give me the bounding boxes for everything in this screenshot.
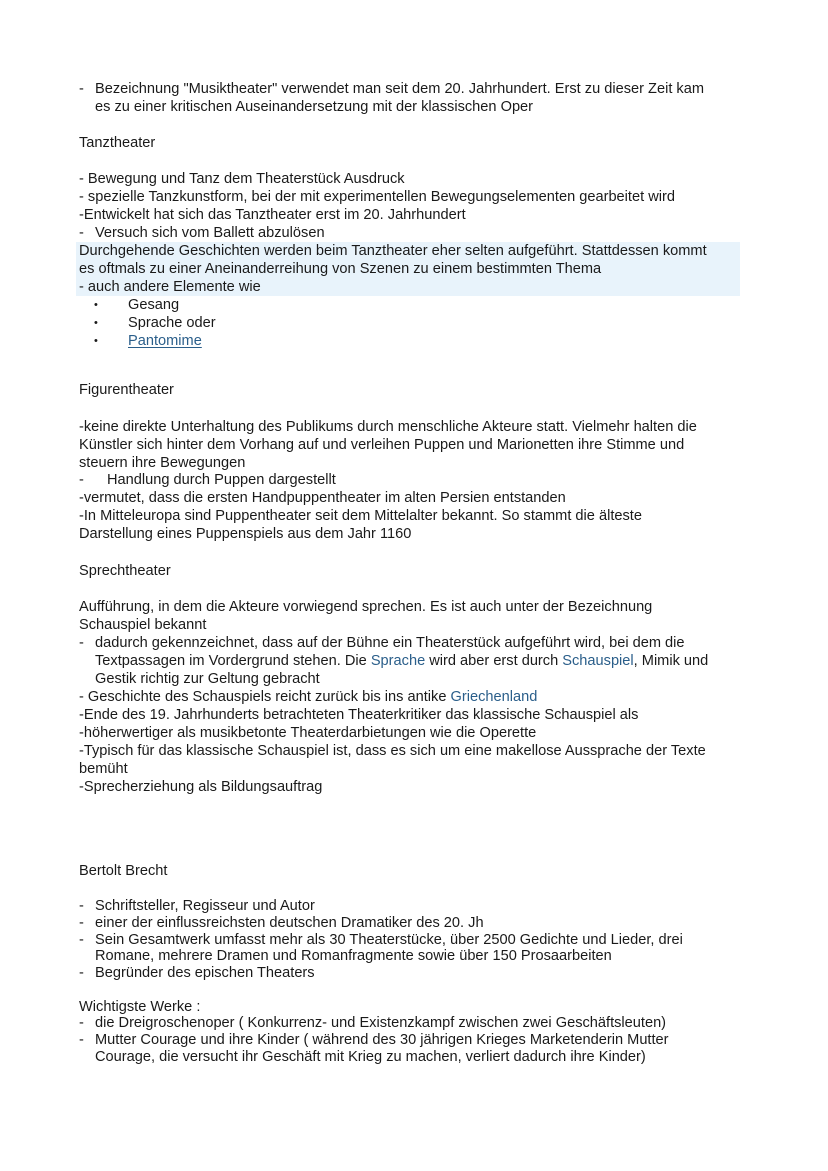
- sprech-line: [79, 688, 537, 706]
- sprech-line: Schauspiel bekannt: [79, 617, 207, 633]
- tanz-line: Durchgehende Geschichten werden beim Tanztheater eher selten aufgeführt. Stattdessen kommt: [79, 243, 707, 259]
- pantomime-link[interactable]: Pantomime: [128, 333, 202, 349]
- figur-line: steuern ihre Bewegungen: [79, 455, 246, 471]
- werk-item: Mutter Courage und ihre Kinder ( während des 30 jährigen Krieges Marketenderin Mutter: [95, 1032, 669, 1048]
- dash-marker: -: [79, 932, 84, 948]
- brecht-item: Begründer des epischen Theaters: [95, 965, 315, 981]
- sprech-text: Textpassagen im Vordergrund stehen. Die: [95, 653, 371, 669]
- tanz-line: -Entwickelt hat sich das Tanztheater erst im 20. Jahrhundert: [79, 207, 466, 223]
- figur-line: Künstler sich hinter dem Vorhang auf und verleihen Puppen und Marionetten ihre Stimme und: [79, 437, 685, 453]
- werk-item: Courage, die versucht ihr Geschäft mit Krieg zu machen, verliert dadurch ihre Kinder): [95, 1049, 646, 1065]
- sprech-line: -Sprecherziehung als Bildungsauftrag: [79, 779, 323, 795]
- sprech-line: Aufführung, in dem die Akteure vorwiegend sprechen. Es ist auch unter der Bezeichnung: [79, 599, 653, 615]
- sprech-line: -Ende des 19. Jahrhunderts betrachteten Theaterkritiker das klassische Schauspiel als: [79, 707, 639, 723]
- dash-marker: -: [79, 81, 84, 97]
- sprech-line: -Typisch für das klassische Schauspiel ist, dass es sich um eine makellose Aussprache der Texte: [79, 743, 706, 759]
- tanz-line: Versuch sich vom Ballett abzulösen: [95, 225, 325, 241]
- dash-marker: -: [79, 1015, 84, 1031]
- dash-marker: -: [79, 635, 84, 651]
- dash-marker: -: [79, 898, 84, 914]
- brecht-item: Schriftsteller, Regisseur und Autor: [95, 898, 315, 914]
- werk-item: die Dreigroschenoper ( Konkurrenz- und Existenzkampf zwischen zwei Geschäftsleuten): [95, 1015, 667, 1031]
- figur-line: -In Mitteleuropa sind Puppentheater seit dem Mittelalter bekannt. So stammt die älteste: [79, 508, 642, 524]
- dash-marker: -: [79, 1032, 84, 1048]
- griechenland-link[interactable]: Griechenland: [450, 689, 538, 705]
- sprech-line: Gestik richtig zur Geltung gebracht: [95, 671, 320, 687]
- dash-marker: -: [79, 915, 84, 931]
- schauspiel-link[interactable]: Schauspiel: [562, 653, 634, 669]
- bullet-dot: •: [94, 317, 98, 329]
- heading-tanztheater: Tanztheater: [79, 135, 156, 151]
- tanz-line: es oftmals zu einer Aneinanderreihung von Szenen zu einem bestimmten Thema: [79, 261, 602, 277]
- tanz-line: - Bewegung und Tanz dem Theaterstück Ausdruck: [79, 171, 405, 187]
- heading-sprechtheater: Sprechtheater: [79, 563, 171, 579]
- heading-bertolt-brecht: Bertolt Brecht: [79, 863, 168, 879]
- heading-werke: Wichtigste Werke :: [79, 999, 201, 1015]
- sprache-link[interactable]: Sprache: [370, 653, 426, 669]
- dash-marker: -: [79, 472, 84, 488]
- tanz-bullet-item: Sprache oder: [128, 315, 216, 331]
- brecht-item: einer der einflussreichsten deutschen Dramatiker des 20. Jh: [95, 915, 484, 931]
- heading-figurentheater: Figurentheater: [79, 382, 174, 398]
- tanz-bullet-item: Gesang: [128, 297, 180, 313]
- sprech-line: bemüht: [79, 761, 128, 777]
- intro-line-1: Bezeichnung "Musiktheater" verwendet man seit dem 20. Jahrhundert. Erst zu dieser Zeit kam: [95, 81, 704, 97]
- sprech-text: , Mimik und: [633, 653, 709, 669]
- sprech-line: -höherwertiger als musikbetonte Theaterdarbietungen wie die Operette: [79, 725, 537, 741]
- brecht-item: Sein Gesamtwerk umfasst mehr als 30 Theaterstücke, über 2500 Gedichte und Lieder, drei: [95, 932, 683, 948]
- bullet-dot: •: [94, 335, 98, 347]
- sprech-text: wird aber erst durch: [425, 653, 563, 669]
- figur-line: Handlung durch Puppen dargestellt: [107, 472, 336, 488]
- sprech-line: dadurch gekennzeichnet, dass auf der Bühne ein Theaterstück aufgeführt wird, bei dem die: [95, 635, 685, 651]
- dash-marker: -: [79, 225, 84, 241]
- sprech-line: [95, 652, 708, 670]
- figur-line: -keine direkte Unterhaltung des Publikums durch menschliche Akteure statt. Vielmehr halten die: [79, 419, 697, 435]
- bullet-dot: •: [94, 299, 98, 311]
- brecht-item: Romane, mehrere Dramen und Romanfragmente sowie über 150 Prosaarbeiten: [95, 948, 612, 964]
- sprech-text: - Geschichte des Schauspiels reicht zurück bis ins antike: [79, 689, 451, 705]
- intro-line-2: es zu einer kritischen Auseinandersetzung mit der klassischen Oper: [95, 99, 534, 115]
- figur-line: Darstellung eines Puppenspiels aus dem Jahr 1160: [79, 526, 412, 542]
- tanz-line: - spezielle Tanzkunstform, bei der mit experimentellen Bewegungselementen gearbeitet wird: [79, 189, 675, 205]
- figur-line: -vermutet, dass die ersten Handpuppentheater im alten Persien entstanden: [79, 490, 566, 506]
- tanz-line: - auch andere Elemente wie: [79, 279, 261, 295]
- dash-marker: -: [79, 965, 84, 981]
